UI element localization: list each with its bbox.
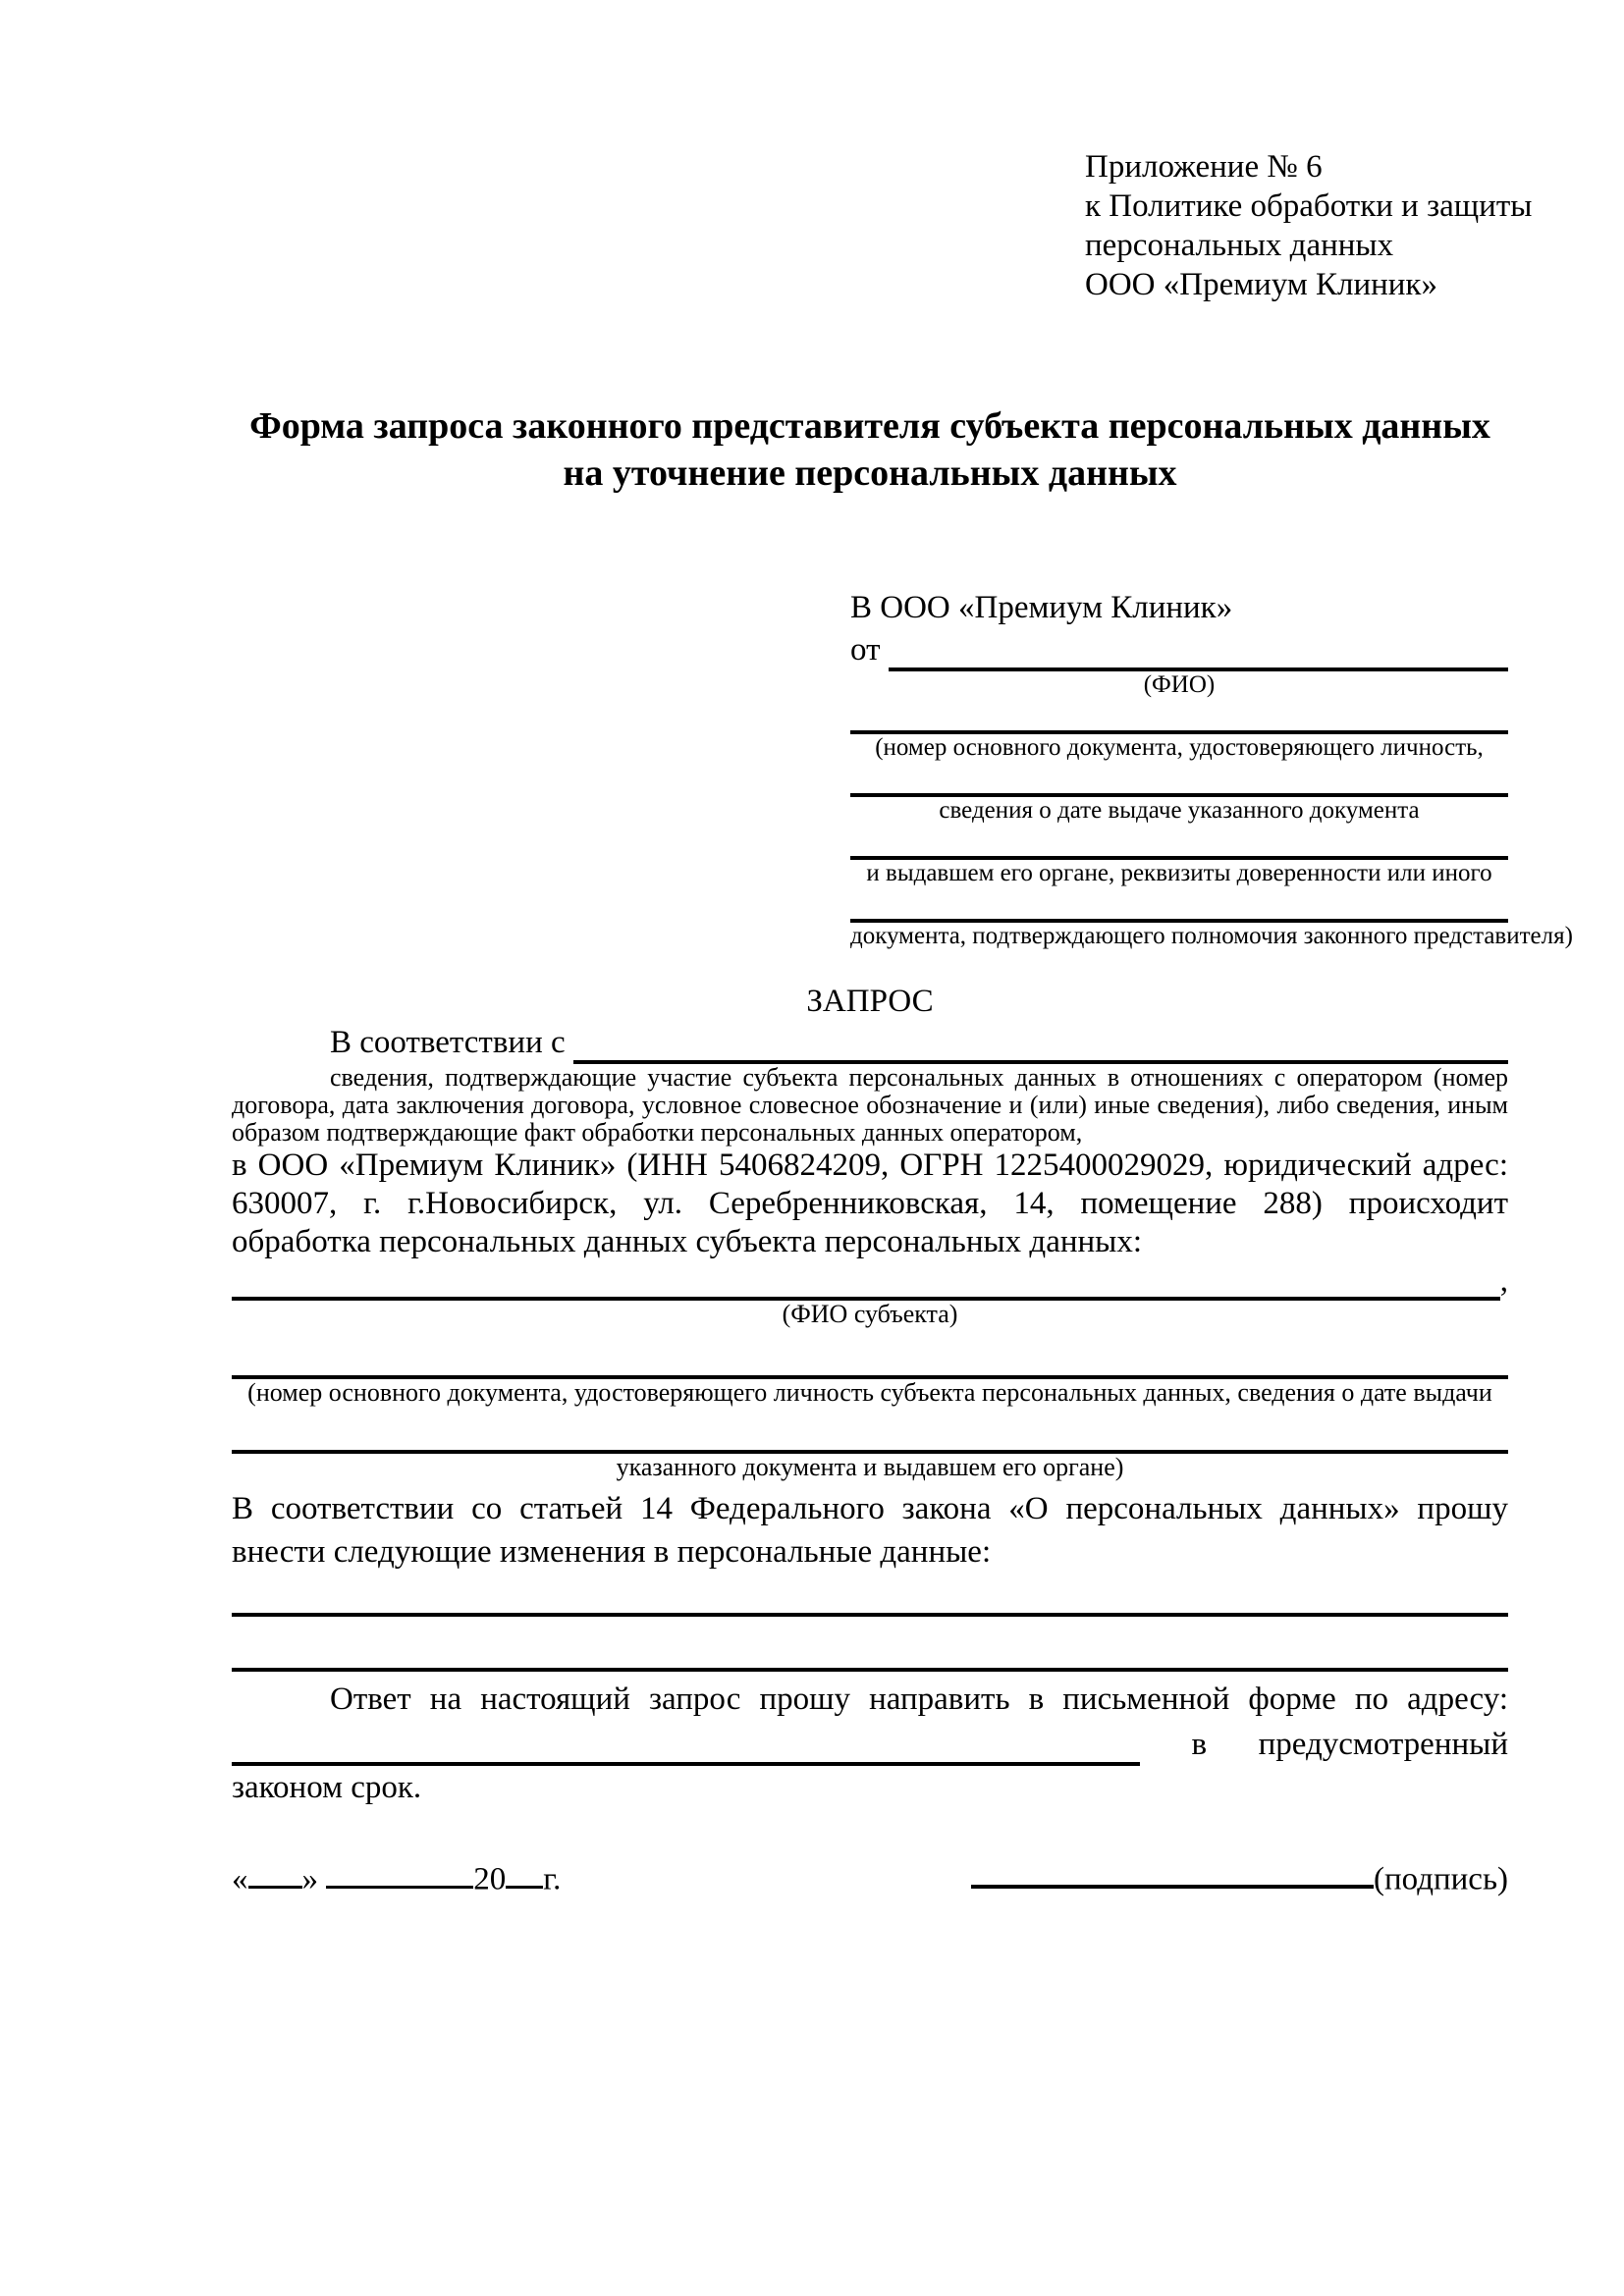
subject-fio-row [232,1261,1508,1301]
reply-address-row [232,1721,1508,1766]
document-title-line-1: Форма запроса законного представителя субъекта персональных данных [249,405,1490,447]
appendix-note-line: ООО «Премиум Клиник» [1085,267,1437,302]
amendments-blank-line-1 [232,1574,1508,1617]
reply-closing: законом срок. [232,1770,422,1805]
amendments-blank-line-2 [232,1617,1508,1672]
doc-field-1 [850,699,1508,762]
document-title [232,402,1508,497]
subject-fio-blank-line [232,1273,1500,1301]
accordance-footnote: сведения, подтверждающие участие субъекта персональных данных в отношениях с оператором (номер договора, дата заключения договора, условное словесное обозначение и (или) иные сведения), либо сведения, иным образом подтверждающие факт обработки персональных данных оператором, [232,1063,1508,1147]
subject-doc-caption-2: указанного документа и выдавшем его органе) [616,1453,1124,1481]
from-label: от [850,632,889,667]
fio-caption: (ФИО) [1143,671,1216,698]
reply-word-in: в [1191,1727,1208,1762]
appendix-note-line: к Политике обработки и защиты [1085,188,1533,224]
footer-row [232,1854,1508,1900]
year-suffix: г. [543,1861,562,1897]
date-month-line [326,1855,473,1889]
subject-doc-caption-1: (номер основного документа, удостоверяющего личность субъекта персональных данных, сведения о дате выдачи [247,1378,1492,1407]
subject-doc-line-2 [232,1407,1508,1454]
reply-paragraph: Ответ на настоящий запрос прошу направить в письменной форме по адресу: [330,1682,1508,1717]
quote-open: « [232,1861,248,1897]
trailing-comma: , [1499,1263,1508,1299]
subject-doc-line-1 [232,1328,1508,1379]
reply-address-blank-line [232,1733,1140,1766]
doc-field-line-1 [850,699,1508,734]
appendix-note [1085,147,1533,304]
accordance-label: В соответствии с [330,1025,573,1060]
doc-field-caption-3: и выдавшем его органе, реквизиты доверенности или иного [866,860,1492,886]
addressee-block [850,587,1573,950]
year-prefix: 20 [473,1861,507,1897]
accordance-blank-line [573,1021,1508,1064]
subject-fio-caption: (ФИО субъекта) [782,1300,958,1328]
doc-field-caption-1: (номер основного документа, удостоверяющего личность, [875,734,1484,761]
request-heading: ЗАПРОС [806,984,934,1019]
signature-caption: (подпись) [1374,1861,1508,1897]
doc-field-caption-4: документа, подтверждающего полномочия законного представителя) [850,923,1573,949]
doc-field-2 [850,762,1508,825]
date-year-line [506,1855,543,1889]
signature-line [971,1854,1374,1889]
doc-field-caption-2: сведения о дате выдаче указанного документа [939,797,1420,824]
amendments-paragraph: В соответствии со статьей 14 Федерального закона «О персональных данных» прошу внести следующие изменения в персональные данные: [232,1491,1508,1570]
date-day-line [248,1855,302,1889]
reply-word-stipulated: предусмотренный [1258,1727,1508,1762]
appendix-note-line: Приложение № 6 [1085,149,1323,185]
operator-paragraph: в ООО «Премиум Клиник» (ИНН 5406824209, ОГРН 1225400029029, юридический адрес: 630007, г. г.Новосибирск, ул. Серебренниковская, 14, помещение 288) происходит обработка персональных данных субъекта персональных данных: [232,1148,1508,1259]
signature-group [971,1854,1508,1900]
doc-field-4 [850,887,1573,950]
from-blank-line [889,628,1508,671]
doc-field-line-4 [850,887,1508,923]
doc-field-line-3 [850,825,1508,860]
quote-close: » [301,1861,318,1897]
from-row [850,628,1508,671]
date-group [232,1855,561,1900]
doc-field-3 [850,825,1508,887]
accordance-row [232,1021,1508,1064]
document-title-line-2: на уточнение персональных данных [563,453,1177,494]
doc-field-line-2 [850,762,1508,797]
addressee-to: В ООО «Премиум Клиник» [850,590,1233,625]
appendix-note-line: персональных данных [1085,228,1394,263]
